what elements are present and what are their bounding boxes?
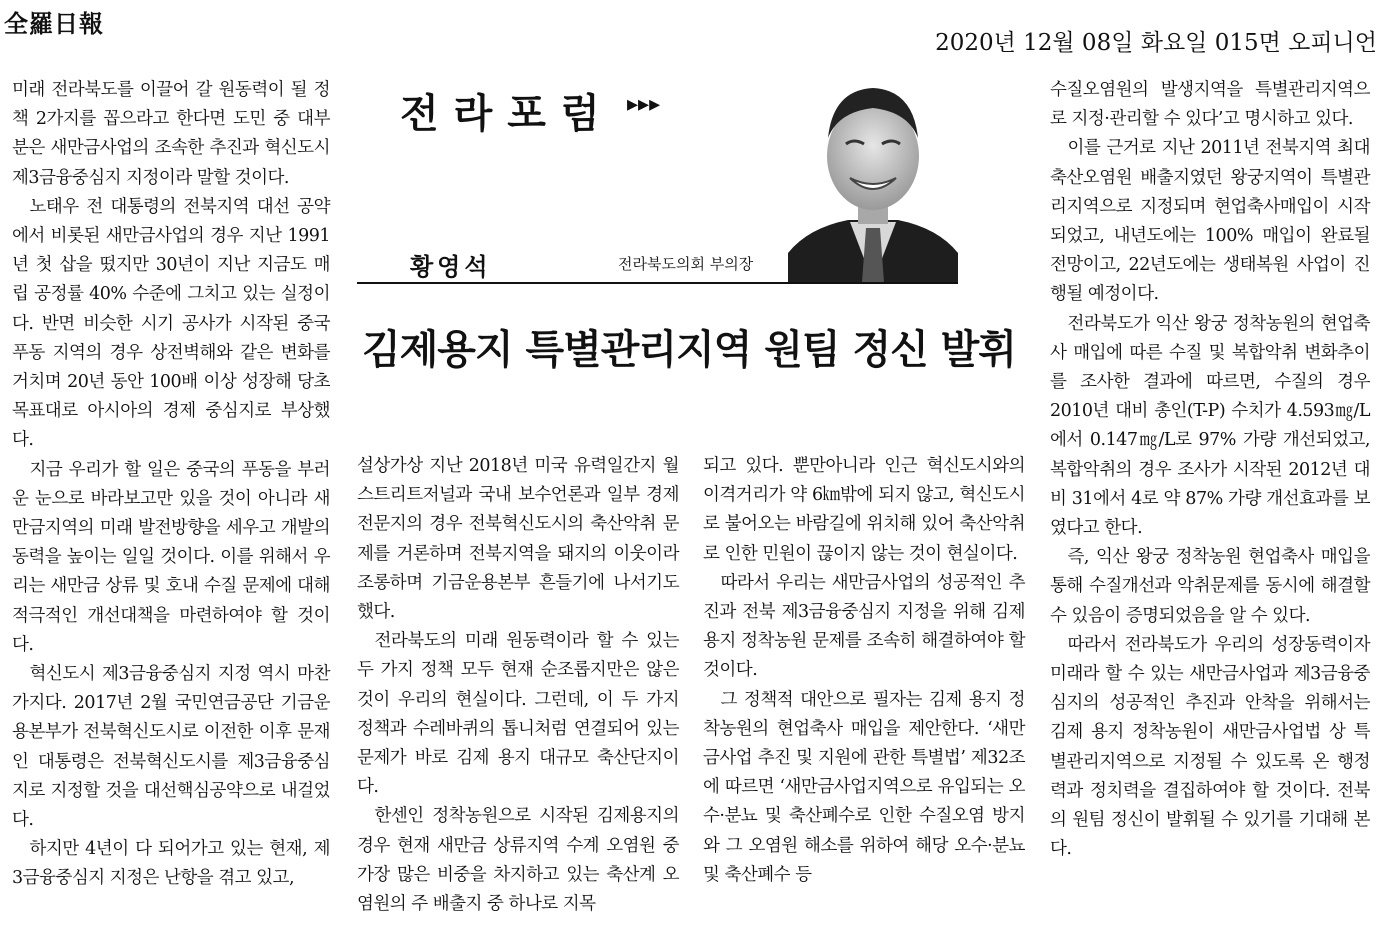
article-paragraph: 노태우 전 대통령의 전북지역 대선 공약에서 비롯된 새만금사업의 경우 지난 1991년 첫 삽을 떴지만 30년이 지난 지금도 매립 공정률 40% 수준에 그치고 있는 실정이다. 반면 비슷한 시기 공사가 시작된 중국 푸동 지역의 경우 상전벽해와 같은 변화를 거치며 20년 동안 100배 이상 성장해 당초 목표대로 아시아의 경제 중심지로 부상했다.: [12, 196, 330, 451]
dateline: 2020년 12월 08일 화요일 015면 오피니언: [935, 30, 1377, 56]
newspaper-masthead: 全羅日報: [4, 10, 104, 38]
author-title: 전라북도의회 부의장: [618, 255, 754, 273]
article-paragraph: 혁신도시 제3금융중심지 지정 역시 마찬가지다. 2017년 2월 국민연금공단 기금운용본부가 전북혁신도시로 이전한 이후 문재인 대통령은 전북혁신도시를 제3금융중심지로 지정할 것을 대선핵심공약으로 내걸었다.: [12, 664, 330, 831]
article-column-2: [357, 452, 679, 919]
article-column-4: [1050, 76, 1370, 864]
author-name: 황영석: [410, 253, 492, 281]
article-paragraph: 전라북도의 미래 원동력이라 할 수 있는 두 가지 정책 모두 현재 순조롭지만은 않은 것이 우리의 현실이다. 그런데, 이 두 가지 정책과 수레바퀴의 톱니처럼 연결되어 있는 문제가 바로 김제 용지 대규모 축산단지이다.: [357, 631, 679, 798]
article-paragraph: 설상가상 지난 2018년 미국 유력일간지 월스트리트저널과 국내 보수언론과 일부 경제전문지의 경우 전북혁신도시의 축산악취 문제를 거론하며 전북지역을 돼지의 이웃이라 조롱하며 기금운용본부 흔들기에 나서기도 했다.: [357, 456, 679, 623]
section-arrows-icon: ▸▸▸: [627, 92, 661, 117]
article-paragraph: 미래 전라북도를 이끌어 갈 원동력이 될 정책 2가지를 꼽으라고 한다면 도민 중 대부분은 새만금사업의 조속한 추진과 혁신도시 제3금융중심지 지정이라 말할 것이다.: [12, 80, 330, 188]
article-paragraph: 전라북도가 익산 왕궁 정착농원의 현업축사 매입에 따른 수질 및 복합악취 변화추이를 조사한 결과에 따르면, 수질의 경우 2010년 대비 총인(T-P) 수치가 4.593㎎/L에서 0.147㎎/L로 97% 가량 개선되었고, 복합악취의 경우 조사가 시작된 2012년 대비 31에서 4로 약 87% 가량 개선효과를 보였다고 한다.: [1050, 313, 1370, 539]
article-headline: 김제용지 특별관리지역 원팀 정신 발휘: [362, 326, 1016, 373]
section-title: 전라포럼: [400, 91, 615, 137]
article-paragraph: 되고 있다. 뿐만아니라 인근 혁신도시와의 이격거리가 약 6㎞밖에 되지 않고, 혁신도시로 불어오는 바람길에 위치해 있어 축산악취로 인한 민원이 끊이지 않는 것이 현실이다.: [703, 456, 1025, 564]
article-paragraph: 즉, 익산 왕궁 정착농원 현업축사 매입을 통해 수질개선과 악취문제를 동시에 해결할 수 있음이 증명되었음을 알 수 있다.: [1050, 547, 1370, 626]
article-paragraph: 따라서 전라북도가 우리의 성장동력이자 미래라 할 수 있는 새만금사업과 제3금융중심지의 성공적인 추진과 안착을 위해서는 김제 용지 정착농원이 새만금사업법 상 특별관리지역으로 지정될 수 있도록 온 행정력과 정치력을 결집하여야 할 것이다. 전북의 원팀 정신이 발휘될 수 있기를 기대해 본다.: [1050, 634, 1370, 860]
article-paragraph: 하지만 4년이 다 되어가고 있는 현재, 제3금융중심지 지정은 난항을 겪고 있고,: [12, 839, 330, 889]
article-paragraph: 이를 근거로 지난 2011년 전북지역 최대 축산오염원 배출지였던 왕궁지역이 특별관리지역으로 지정되며 현업축사매입이 시작되었고, 내년도에는 100% 매입이 완료될 전망이고, 22년도에는 생태복원 사업이 진행될 예정이다.: [1050, 138, 1370, 305]
article-column-1: [12, 76, 330, 894]
article-column-3: [703, 452, 1025, 890]
article-paragraph: 그 정책적 대안으로 필자는 김제 용지 정착농원의 현업축사 매입을 제안한다. ‘새만금사업 추진 및 지원에 관한 특별법’ 제32조에 따르면 ‘새만금사업지역으로 유입되는 오수·분뇨 및 축산폐수로 인한 수질오염 방지와 그 오염원 해소를 위하여 해당 오수·분뇨 및 축산폐수 등: [703, 689, 1025, 885]
article-paragraph: 한센인 정착농원으로 시작된 김제용지의 경우 현재 새만금 상류지역 수계 오염원 중 가장 많은 비중을 차지하고 있는 축산계 오염원의 주 배출지 중 하나로 지목: [357, 806, 679, 915]
article-paragraph: 따라서 우리는 새만금사업의 성공적인 추진과 전북 제3금융중심지 지정을 위해 김제 용지 정착농원 문제를 조속히 해결하여야 할 것이다.: [703, 572, 1025, 681]
article-paragraph: 지금 우리가 할 일은 중국의 푸동을 부러운 눈으로 바라보고만 있을 것이 아니라 새만금지역의 미래 발전방향을 세우고 개발의 동력을 높이는 일일 것이다. 이를 위해서 우리는 새만금 상류 및 호내 수질 문제에 대해 적극적인 개선대책을 마련하여야 할 것이다.: [12, 459, 330, 655]
divider: [357, 282, 958, 284]
author-portrait-icon: [788, 78, 958, 282]
article-paragraph: 수질오염원의 발생지역을 특별관리지역으로 지정·관리할 수 있다’고 명시하고 있다.: [1050, 80, 1370, 130]
